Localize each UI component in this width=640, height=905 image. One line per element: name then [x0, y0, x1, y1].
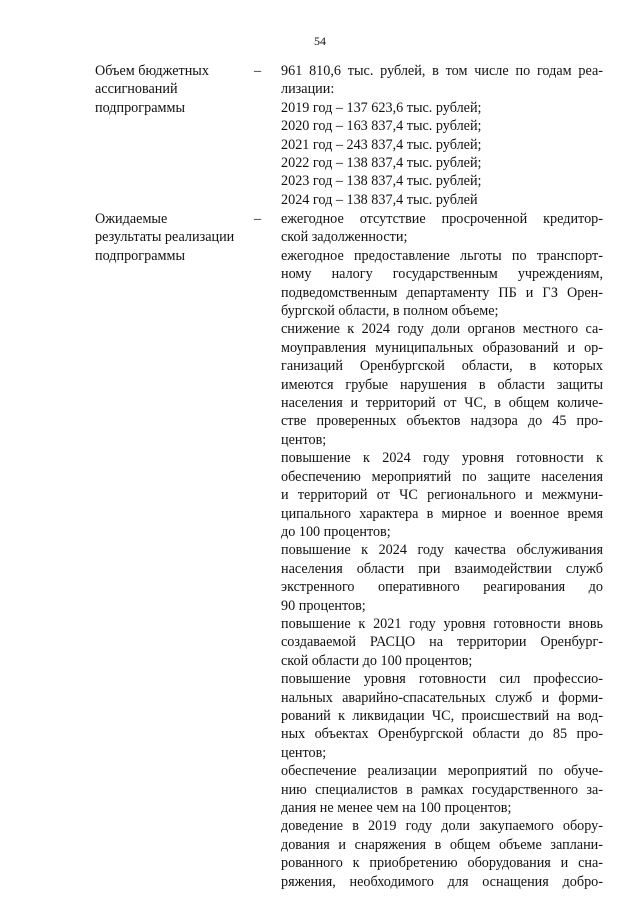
paragraph: [281, 817, 603, 891]
text-line: ежегодное отсутствие просроченной кредитор-: [281, 211, 603, 227]
text-line: создаваемой РАСЦО на территории Оренбург-: [281, 634, 603, 651]
label-line: ассигнований: [95, 81, 178, 98]
text-line: лизации:: [281, 81, 335, 98]
label-line: Объем бюджетных: [95, 63, 209, 79]
text-line: ципального характера в мирное и военное время: [281, 505, 603, 522]
paragraph: [281, 210, 603, 247]
text-line: повышение к 2021 году уровня готовности вновь: [281, 615, 603, 632]
text-line: нальных аварийно-спасательных служб и форми-: [281, 689, 603, 706]
text-line: ных объектах Оренбургской области до 85 про-: [281, 726, 603, 743]
text-line: 90 процентов;: [281, 597, 366, 614]
text-line: моуправления муниципальных образований и ор-: [281, 339, 603, 356]
paragraph: [281, 320, 603, 449]
text-line: ряжения, необходимого для оснащения добро-: [281, 873, 603, 890]
section-dash: –: [254, 63, 262, 79]
text-line: нию специалистов в рамках государственного за-: [281, 781, 603, 798]
text-line: населения области при взаимодействии служб: [281, 560, 603, 577]
text-line: 2024 год – 138 837,4 тыс. рублей: [281, 191, 478, 208]
text-line: ному налогу государственным учреждениям,: [281, 266, 603, 283]
label-line: подпрограммы: [95, 99, 185, 116]
text-line: стве проверенных объектов надзора до 45 про-: [281, 413, 603, 430]
text-line: подведомственным департаменту ПБ и ГЗ Орен-: [281, 284, 603, 301]
text-line: центов;: [281, 431, 327, 448]
text-line: центов;: [281, 744, 327, 761]
label-line: результаты реализации: [95, 229, 235, 246]
section-label: [95, 210, 255, 265]
text-line: бургской области, в полном объеме;: [281, 303, 499, 320]
page-number: 54: [314, 34, 326, 48]
text-line: до 100 процентов;: [281, 523, 391, 540]
paragraph: [281, 670, 603, 762]
paragraph: [281, 62, 603, 209]
text-line: 2021 год – 243 837,4 тыс. рублей;: [281, 136, 482, 153]
text-line: экстренного оперативного реагирования до: [281, 579, 603, 596]
label-line: подпрограммы: [95, 247, 185, 264]
text-line: ской области до 100 процентов;: [281, 652, 473, 669]
text-line: повышение к 2024 году качества обслуживания: [281, 542, 603, 559]
paragraph: [281, 762, 603, 817]
text-line: 2023 год – 138 837,4 тыс. рублей;: [281, 173, 482, 190]
text-line: повышение уровня готовности сил профессио-: [281, 671, 603, 688]
paragraph: [281, 615, 603, 670]
paragraph: [281, 541, 603, 615]
text-line: дания не менее чем на 100 процентов;: [281, 800, 512, 816]
text-line: дования и снаряжения в общем объеме заплани-: [281, 836, 603, 853]
text-line: 2019 год – 137 623,6 тыс. рублей;: [281, 99, 482, 116]
text-line: и территорий от ЧС регионального и межмуни-: [281, 487, 603, 504]
paragraph: [281, 247, 603, 321]
text-line: рованного к приобретению оборудования и сна-: [281, 855, 603, 872]
text-line: 2020 год – 163 837,4 тыс. рублей;: [281, 118, 482, 135]
label-line: Ожидаемые: [95, 211, 168, 227]
text-line: обеспечение реализации мероприятий по обуче-: [281, 763, 603, 780]
section-label: [95, 62, 255, 117]
text-line: рований к ликвидации ЧС, происшествий на вод-: [281, 707, 603, 724]
text-line: населения и территорий от ЧС, в общем количе-: [281, 395, 603, 412]
section-content: [281, 62, 603, 209]
text-line: доведение в 2019 году доли закупаемого обору-: [281, 818, 603, 835]
text-line: ежегодное предоставление льготы по транспорт-: [281, 247, 603, 264]
text-line: имеются грубые нарушения в области защиты: [281, 376, 603, 393]
text-line: ской задолженности;: [281, 229, 408, 246]
section-dash: –: [254, 211, 262, 227]
text-line: повышение к 2024 году уровня готовности к: [281, 450, 603, 467]
text-line: снижение к 2024 году доли органов местного са-: [281, 321, 603, 338]
text-line: 2022 год – 138 837,4 тыс. рублей;: [281, 155, 482, 172]
paragraph: [281, 449, 603, 541]
text-line: 961 810,6 тыс. рублей, в том числе по годам реа-: [281, 63, 603, 79]
text-line: ганизаций Оренбургской области, в которых: [281, 358, 603, 375]
section-content: [281, 210, 603, 891]
text-line: обеспечению мероприятий по защите населения: [281, 468, 603, 485]
